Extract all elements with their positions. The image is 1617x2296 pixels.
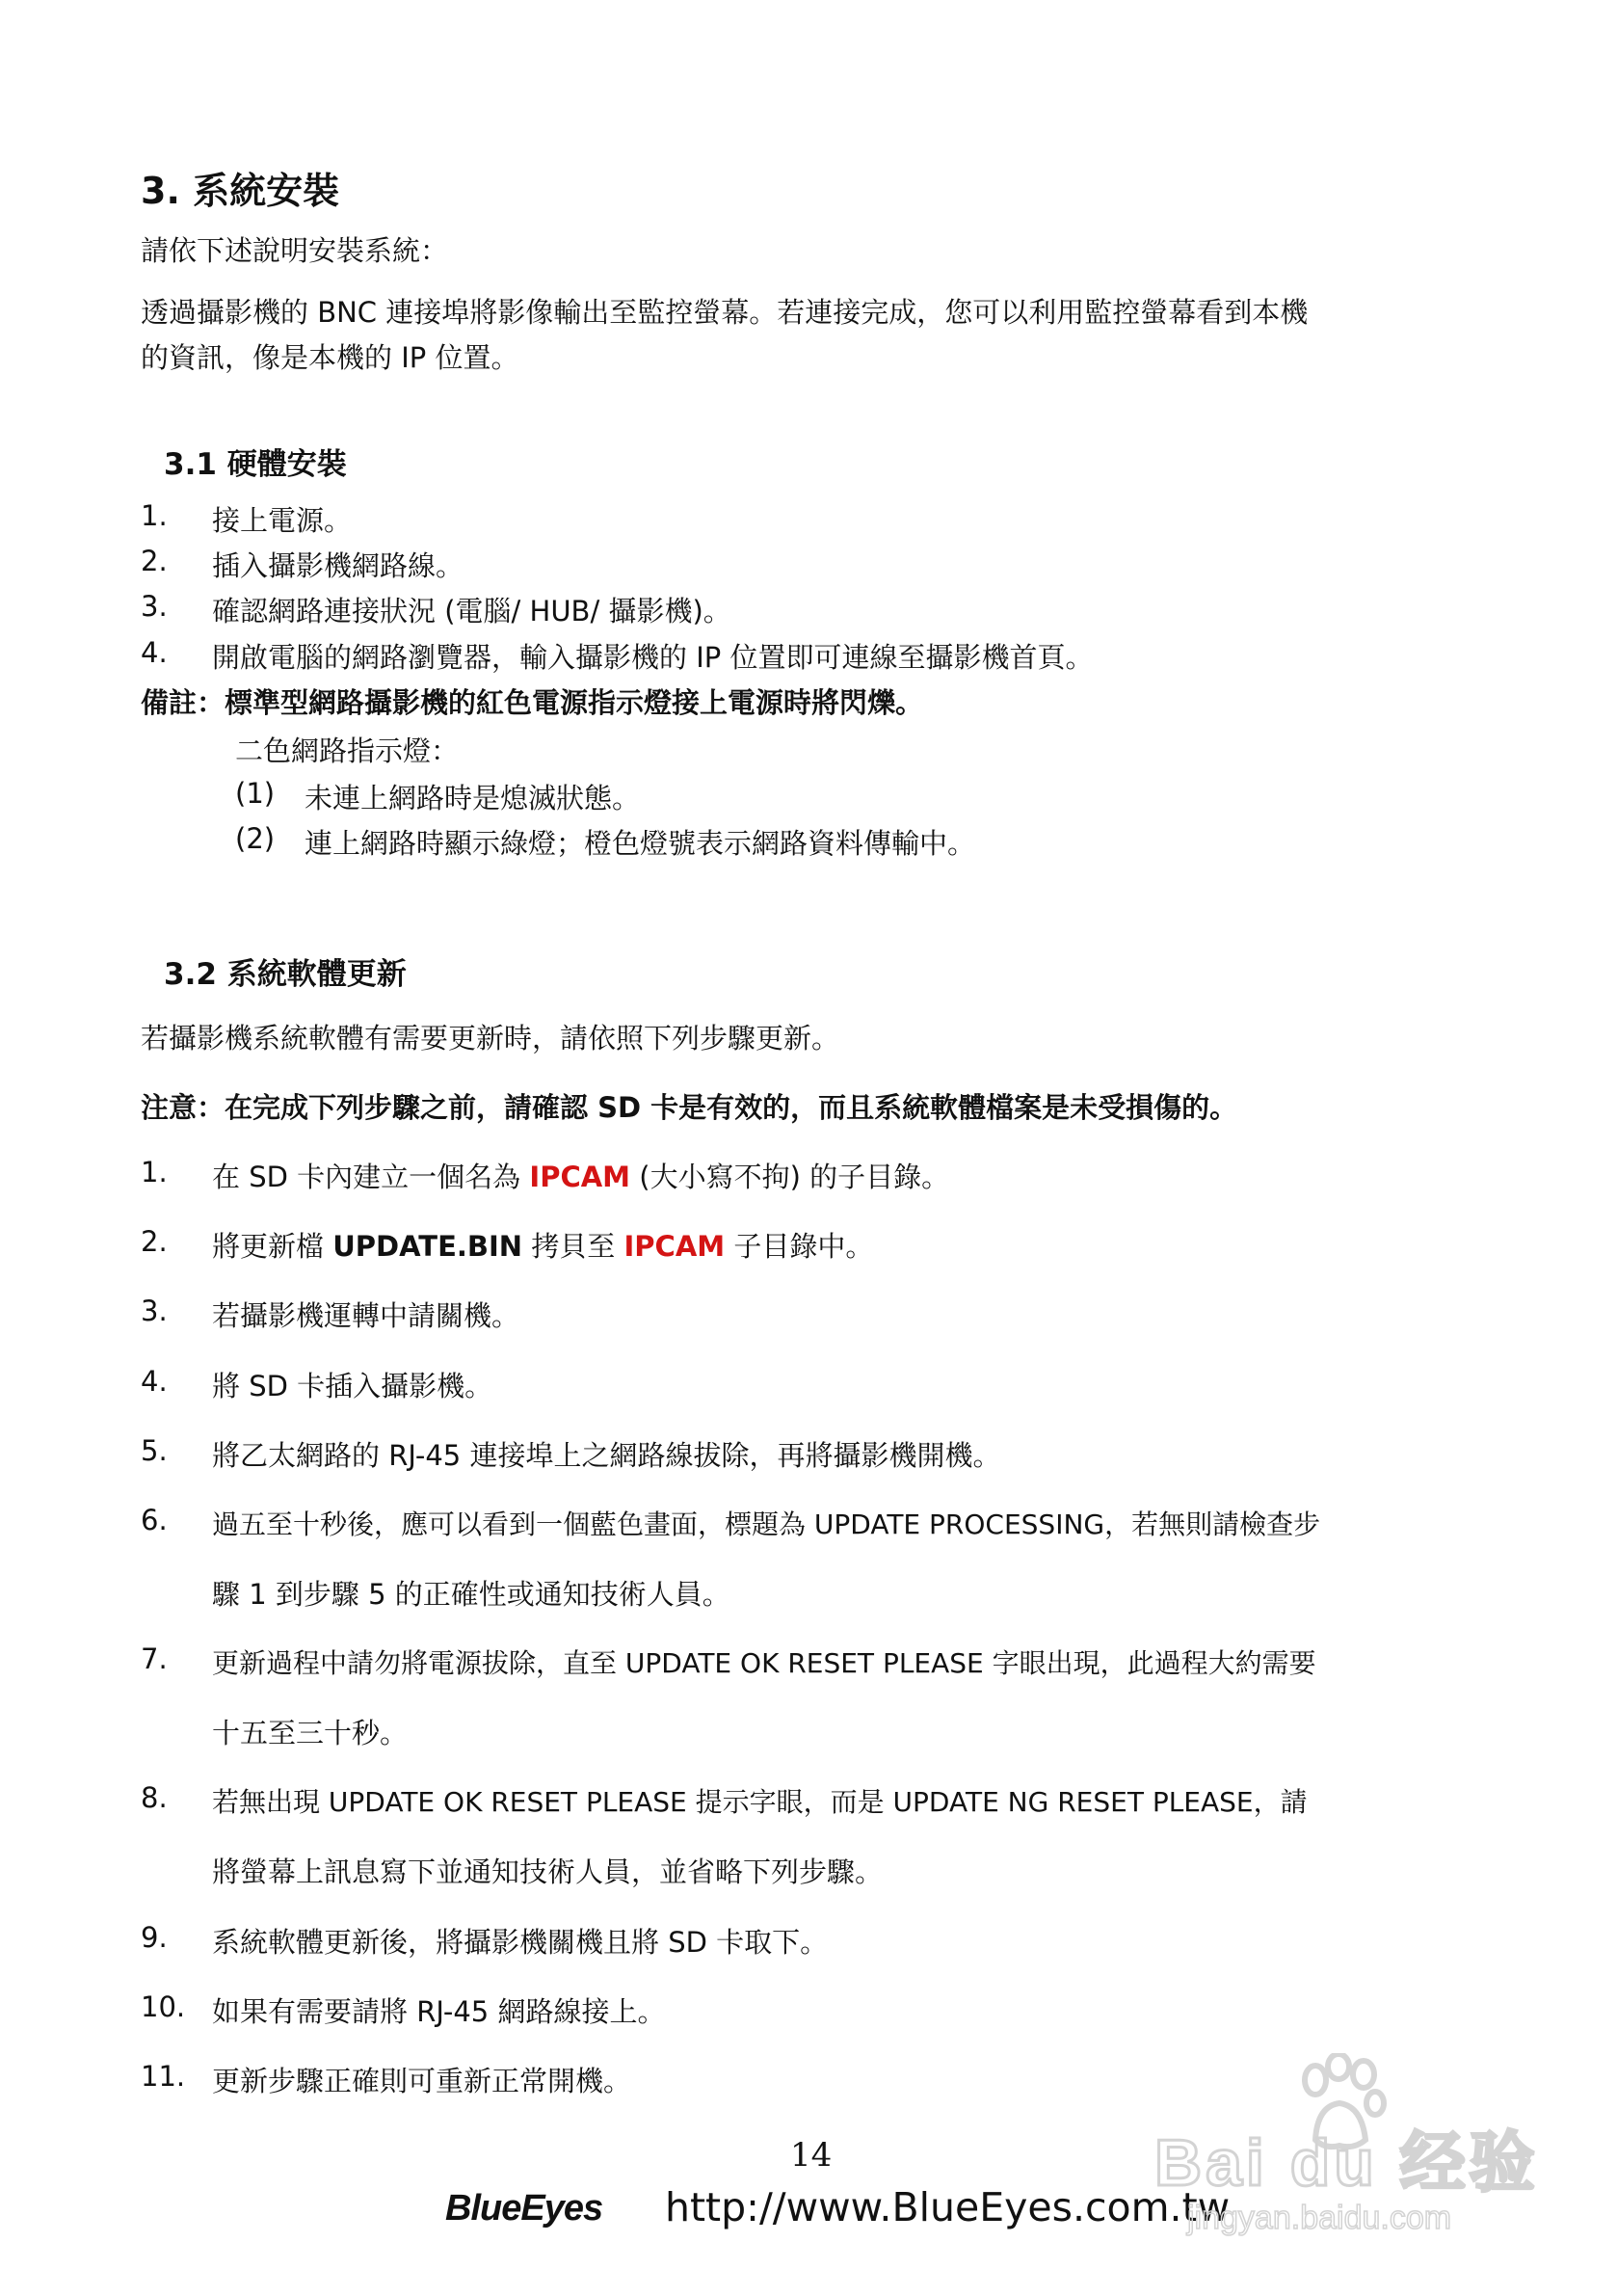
step-number: 6.	[141, 1504, 168, 1536]
step-number: 5.	[141, 1434, 168, 1467]
step-number: 4.	[141, 636, 168, 669]
step-number: 1.	[141, 1156, 168, 1188]
list-item-text: 更新過程中請勿將電源拔除，直至 UPDATE OK RESET PLEASE 字眼出現，此過程大約需要	[212, 1647, 1316, 1679]
list-item-text-cont: 驟 1 到步驟 5 的正確性或通知技術人員。	[212, 1578, 730, 1611]
list-item-text: 接上電源。	[212, 504, 353, 537]
led-item-number: (2)	[235, 822, 276, 855]
section-intro: 請依下述說明安裝系統：	[141, 234, 449, 267]
step-number: 3.	[141, 590, 168, 623]
step-number: 2.	[141, 545, 168, 577]
folder-name-highlight: IPCAM	[529, 1161, 631, 1193]
list-item-text-cont: 十五至三十秒。	[212, 1717, 409, 1749]
list-item-text: 在 SD 卡內建立一個名為 IPCAM (大小寫不拘) 的子目錄。	[212, 1161, 950, 1193]
step-number: 1.	[141, 499, 168, 532]
led-title: 二色網路指示燈：	[235, 734, 460, 767]
list-item-text: 確認網路連接狀況 (電腦/ HUB/ 攝影機)。	[212, 595, 731, 627]
led-item-number: (1)	[235, 777, 276, 810]
list-item	[141, 499, 168, 532]
step-number: 9.	[141, 1921, 168, 1954]
fw-heading: 3.2 系統軟體更新	[164, 957, 407, 992]
list-item-text: 插入攝影機網路線。	[212, 549, 464, 582]
step-number: 7.	[141, 1642, 168, 1675]
list-item-text: 將 SD 卡插入攝影機。	[212, 1370, 493, 1402]
list-item-text: 過五至十秒後，應可以看到一個藍色畫面，標題為 UPDATE PROCESSING，若無則請檢查步	[212, 1508, 1321, 1540]
folder-name-highlight: IPCAM	[623, 1230, 726, 1263]
list-item-text: 若攝影機運轉中請關機。	[212, 1299, 520, 1332]
step-number: 3.	[141, 1295, 168, 1327]
step-number: 8.	[141, 1781, 168, 1814]
step-number: 10.	[141, 1990, 186, 2023]
watermark-site: jingyan.baidu.com	[1187, 2200, 1452, 2236]
list-item-text: 更新步驟正確則可重新正常開機。	[212, 2065, 632, 2097]
list-item-text: 開啟電腦的網路瀏覽器，輸入攝影機的 IP 位置即可連線至攝影機首頁。	[212, 641, 1094, 674]
list-item-text-cont: 將螢幕上訊息寫下並通知技術人員，並省略下列步驟。	[212, 1855, 884, 1888]
footer-url: http://www.BlueEyes.com.tw	[665, 2184, 1231, 2230]
paragraph-line-1: 透過攝影機的 BNC 連接埠將影像輸出至監控螢幕。若連接完成，您可以利用監控螢幕看到本機	[141, 296, 1309, 329]
hw-heading: 3.1 硬體安裝	[164, 447, 347, 482]
list-item-text: 系統軟體更新後，將攝影機關機且將 SD 卡取下。	[212, 1926, 829, 1959]
fw-caution: 注意：在完成下列步驟之前，請確認 SD 卡是有效的，而且系統軟體檔案是未受損傷的。	[141, 1091, 1238, 1124]
step-number: 4.	[141, 1365, 168, 1398]
led-item-text: 未連上網路時是熄滅狀態。	[305, 782, 641, 814]
step-number: 2.	[141, 1225, 168, 1258]
fw-intro: 若攝影機系統軟體有需要更新時，請依照下列步驟更新。	[141, 1022, 840, 1055]
file-name-bold: UPDATE.BIN	[332, 1230, 523, 1263]
page-number: 14	[790, 2136, 833, 2175]
paragraph-line-2: 的資訊，像是本機的 IP 位置。	[141, 341, 519, 374]
list-item-text: 若無出現 UPDATE OK RESET PLEASE 提示字眼，而是 UPDATE NG RESET PLEASE，請	[212, 1786, 1308, 1818]
brand-logo: BlueEyes	[445, 2188, 603, 2229]
hw-note: 備註：標準型網路攝影機的紅色電源指示燈接上電源時將閃爍。	[141, 686, 924, 719]
step-number: 11.	[141, 2060, 186, 2093]
list-item-text: 如果有需要請將 RJ-45 網路線接上。	[212, 1995, 666, 2028]
watermark-logo: Bai du 经验	[1154, 2126, 1539, 2200]
led-item-text: 連上網路時顯示綠燈；橙色燈號表示網路資料傳輸中。	[305, 827, 976, 860]
list-item-text: 將更新檔 UPDATE.BIN 拷貝至 IPCAM 子目錄中。	[212, 1230, 874, 1263]
list-item-text: 將乙太網路的 RJ-45 連接埠上之網路線拔除，再將攝影機開機。	[212, 1439, 1001, 1472]
section-heading: 3. 系統安裝	[141, 170, 340, 212]
